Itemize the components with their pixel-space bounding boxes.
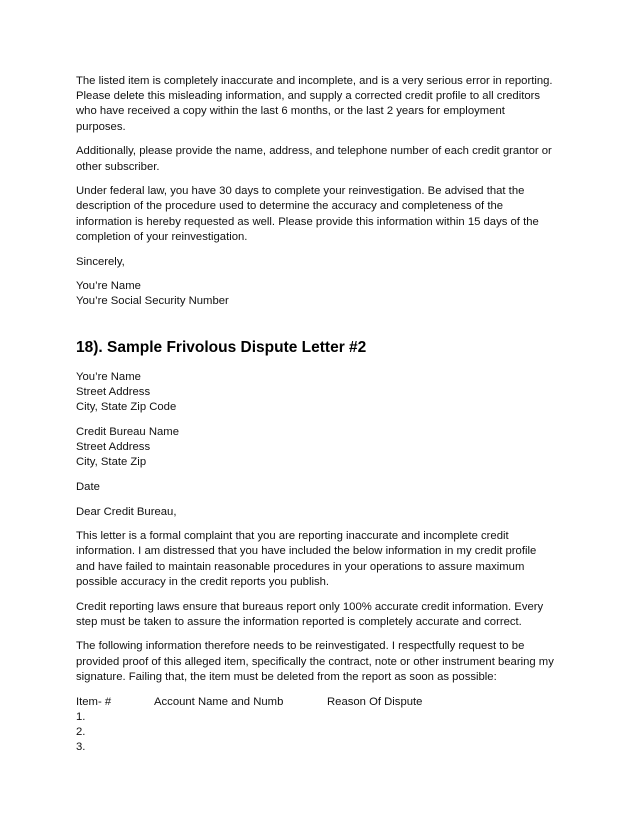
sender-street: Street Address bbox=[76, 385, 151, 398]
table-row: 1. bbox=[76, 710, 86, 723]
body-paragraph-3 bbox=[76, 639, 566, 685]
sender-name: You’re Name bbox=[76, 370, 141, 383]
text-line: possible accuracy in the credit reports you publish. bbox=[76, 575, 330, 588]
letter-page bbox=[76, 74, 566, 755]
text-line: Additionally, please provide the name, address, and telephone number of each credit grantor or bbox=[76, 145, 552, 158]
text-line: who have received a copy within the last 6 months, or the last 2 years for employment bbox=[76, 105, 505, 118]
signature-block bbox=[76, 279, 566, 309]
signature-name: You’re Name bbox=[76, 280, 141, 293]
text-line: The listed item is completely inaccurate and incomplete, and is a very serious error in reporting. bbox=[76, 75, 553, 87]
text-line: information is hereby requested as well. Please provide this information within 15 days of the bbox=[76, 215, 539, 228]
section-heading: 18). Sample Frivolous Dispute Letter #2 bbox=[76, 338, 367, 356]
table-row: 3. bbox=[76, 741, 86, 754]
text-line: signature. Failing that, the item must be deleted from the report as soon as possible: bbox=[76, 670, 497, 683]
column-header-account: Account Name and Numb bbox=[154, 695, 284, 708]
text-line: Please delete this misleading information, and supply a corrected credit profile to all creditors bbox=[76, 90, 541, 103]
text-line: purposes. bbox=[76, 120, 126, 133]
dispute-table-header bbox=[76, 695, 566, 710]
text-line: Credit reporting laws ensure that bureaus report only 100% accurate credit information. Every bbox=[76, 600, 544, 613]
closing: Sincerely, bbox=[76, 255, 125, 268]
recipient-city: City, State Zip bbox=[76, 456, 147, 469]
text-line: description of the procedure used to determine the accuracy and completeness of the bbox=[76, 200, 504, 213]
recipient-name: Credit Bureau Name bbox=[76, 425, 179, 438]
signature-ssn: You’re Social Security Number bbox=[76, 295, 229, 308]
text-line: Under federal law, you have 30 days to complete your reinvestigation. Be advised that the bbox=[76, 185, 525, 198]
column-header-item: Item- # bbox=[76, 695, 112, 708]
text-line: provided proof of this alleged item, specifically the contract, note or other instrument bearing my bbox=[76, 655, 554, 668]
text-line: The following information therefore needs to be reinvestigated. I respectfully request to be bbox=[76, 640, 525, 653]
dispute-table-rows bbox=[76, 710, 566, 756]
column-header-reason: Reason Of Dispute bbox=[327, 695, 423, 708]
intro-paragraph-1 bbox=[76, 74, 566, 135]
salutation: Dear Credit Bureau, bbox=[76, 505, 177, 518]
text-line: other subscriber. bbox=[76, 160, 160, 173]
table-row: 2. bbox=[76, 726, 86, 738]
text-line: step must be taken to assure the information reported is completely accurate and correct. bbox=[76, 615, 522, 628]
text-line: completion of your reinvestigation. bbox=[76, 230, 248, 243]
body-paragraph-1 bbox=[76, 529, 566, 590]
date-label: Date bbox=[76, 480, 100, 493]
intro-paragraph-3 bbox=[76, 184, 566, 245]
sender-address bbox=[76, 370, 566, 416]
recipient-address bbox=[76, 425, 566, 471]
text-line: and have failed to maintain reasonable procedures in your operations to assure maximum bbox=[76, 560, 525, 573]
body-paragraph-2 bbox=[76, 600, 566, 630]
sender-city: City, State Zip Code bbox=[76, 401, 177, 414]
recipient-street: Street Address bbox=[76, 440, 151, 453]
intro-paragraph-2 bbox=[76, 144, 566, 174]
text-line: This letter is a formal complaint that you are reporting inaccurate and incomplete credit bbox=[76, 530, 509, 543]
text-line: information. I am distressed that you have included the below information in my credit profile bbox=[76, 545, 537, 558]
